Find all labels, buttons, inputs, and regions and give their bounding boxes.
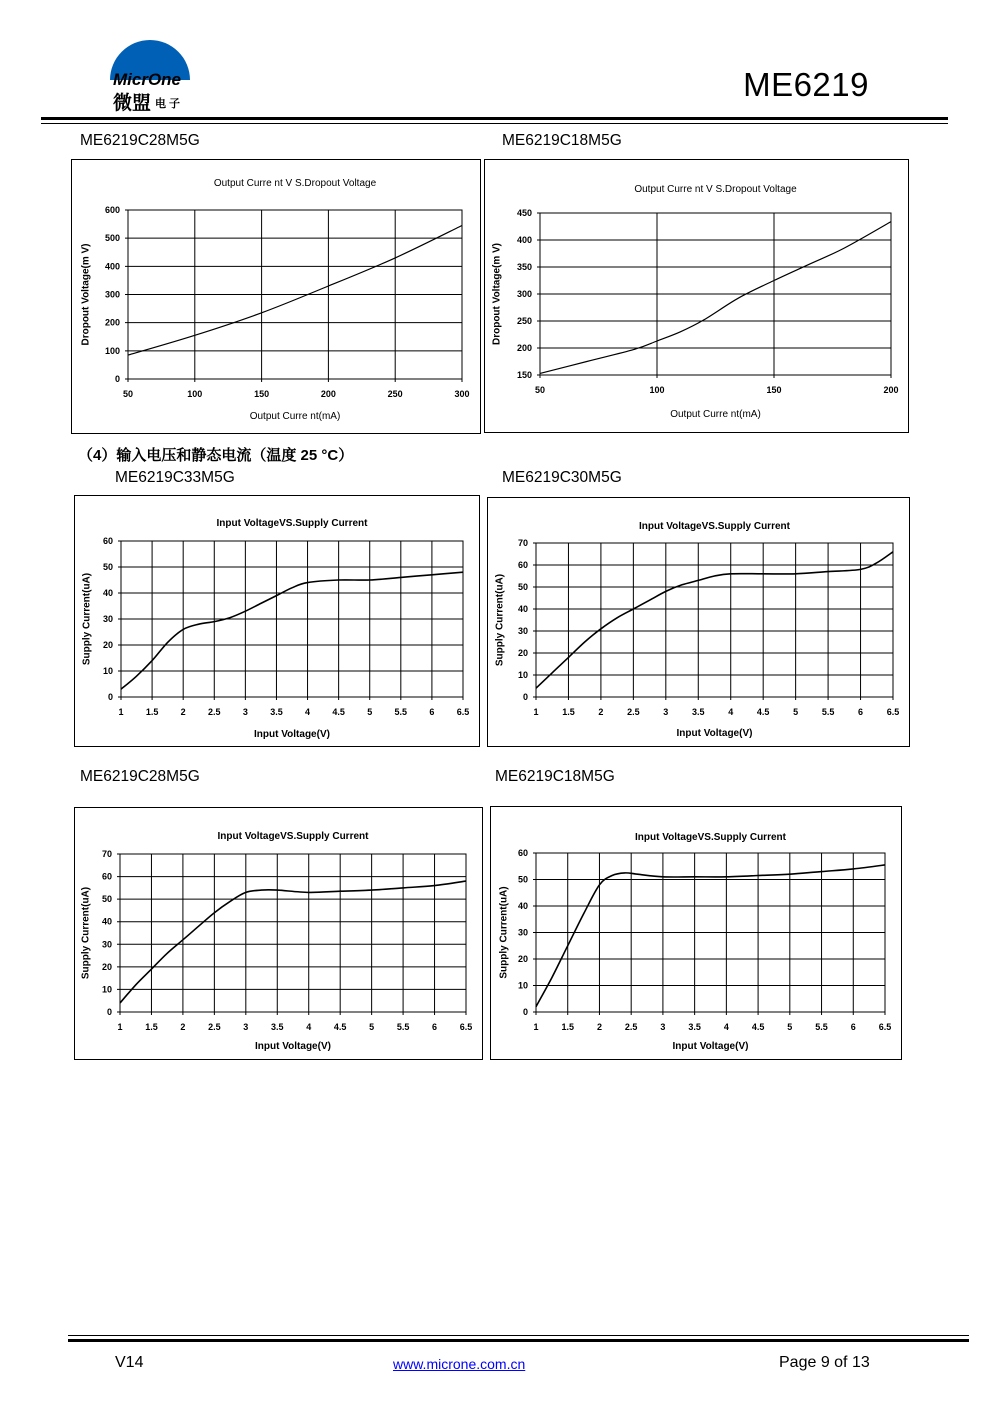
y-tick-label: 500 [104,233,120,244]
x-tick-label: 6 [432,1022,438,1032]
y-tick-label: 40 [101,916,112,927]
x-tick-label: 2.5 [208,1022,221,1032]
x-tick-label: 3 [242,707,248,717]
x-tick-label: 3.5 [688,1022,701,1032]
x-tick-label: 50 [534,385,546,395]
x-tick-label: 4 [305,707,311,717]
x-tick-label: 4 [723,1022,729,1032]
y-tick-label: 60 [101,871,112,882]
y-tick-label: 30 [101,939,112,950]
x-tick-label: 1 [533,1022,539,1032]
x-tick-label: 5 [793,707,799,717]
y-tick-label: 10 [102,666,113,676]
logo-text-en: MicrOne [113,70,182,89]
logo-text-cn: 微盟 [113,93,152,114]
label-top-right: ME6219C18M5G [502,132,622,149]
y-tick-label: 70 [517,538,528,548]
x-tick-label: 4.5 [333,1022,347,1032]
y-tick-label: 70 [101,849,112,859]
x-tick-label: 6 [850,1022,856,1032]
header-rule-thin [41,123,948,124]
series-line [540,222,891,374]
chart-title: Input VoltageVS.Supply Current [216,518,368,529]
y-axis-label: Supply Current(uA) [81,572,93,666]
chart-title: Output Curre nt V S.Dropout Voltage [213,178,377,189]
x-tick-label: 100 [649,385,665,395]
plot-area [120,854,466,1012]
y-axis-label: Dropout Voltage(m V) [80,243,92,346]
chart-title: Input VoltageVS.Supply Current [217,831,369,842]
x-tick-label: 3 [663,707,669,717]
y-tick-label: 20 [517,954,528,964]
chart-svg [485,160,910,434]
y-axis-label: Supply Current(uA) [498,886,510,979]
y-tick-label: 400 [516,235,532,245]
y-axis-label: Supply Current(uA) [80,886,92,980]
x-tick-label: 250 [387,389,403,399]
header-rule-thick [41,117,948,120]
y-tick-label: 40 [517,901,528,911]
x-tick-label: 1.5 [145,707,159,717]
y-tick-label: 20 [102,640,113,650]
footer-rule-thin [68,1335,969,1336]
y-tick-label: 400 [104,261,120,272]
part-number-title: ME6219 [743,66,869,103]
x-tick-label: 6 [429,707,435,717]
y-tick-label: 10 [517,980,528,991]
x-tick-label: 4 [306,1022,312,1032]
chart-dropout-c18 [484,159,909,433]
label-bottom-left: ME6219C28M5G [80,768,200,785]
series-line [128,226,462,356]
y-tick-label: 40 [102,588,113,598]
x-tick-label: 150 [766,385,782,395]
y-tick-label: 20 [517,648,528,658]
x-axis-label: Input Voltage(V) [254,729,330,740]
x-axis-label: Input Voltage(V) [672,1041,749,1052]
y-tick-label: 150 [516,370,532,380]
y-tick-label: 0 [114,374,120,384]
y-tick-label: 300 [516,289,532,299]
x-tick-label: 3.5 [692,707,705,717]
y-tick-label: 60 [517,848,528,858]
y-tick-label: 250 [516,316,532,326]
x-tick-label: 5 [367,707,373,717]
x-tick-label: 150 [254,389,270,399]
y-tick-label: 0 [106,1007,112,1017]
y-axis-label: Supply Current(uA) [494,573,506,667]
x-tick-label: 2 [180,707,186,717]
y-tick-label: 40 [517,604,528,614]
x-tick-label: 5 [369,1022,375,1032]
x-tick-label: 1.5 [561,1022,574,1032]
x-tick-label: 6.5 [878,1022,892,1032]
chart-supply-c28 [74,807,483,1060]
x-tick-label: 4.5 [756,707,770,717]
y-tick-label: 350 [516,262,532,272]
chart-dropout-c28 [71,159,481,434]
y-tick-label: 10 [101,984,112,995]
footer-page-number: Page 9 of 13 [779,1354,870,1371]
x-tick-label: 2.5 [624,1022,638,1032]
y-tick-label: 20 [101,961,112,972]
series-line [121,572,463,689]
x-tick-label: 2 [180,1022,186,1032]
y-tick-label: 0 [522,1007,528,1017]
x-tick-label: 200 [320,389,336,399]
y-axis-label: Dropout Voltage(m V) [491,242,503,346]
x-axis-label: Output Curre nt(mA) [249,411,341,422]
y-tick-label: 60 [102,536,113,546]
chart-svg [75,808,484,1061]
x-tick-label: 5.5 [396,1022,410,1032]
x-tick-label: 4.5 [751,1022,765,1032]
footer-website-link[interactable]: www.microne.com.cn [393,1356,526,1372]
x-tick-label: 5.5 [394,707,408,717]
chart-title: Input VoltageVS.Supply Current [639,521,790,532]
x-tick-label: 1 [533,707,539,717]
x-tick-label: 2 [598,707,604,717]
x-tick-label: 3 [243,1022,249,1032]
x-tick-label: 1 [118,707,124,717]
chart-supply-c18 [490,806,902,1060]
x-tick-label: 6.5 [456,707,470,717]
y-tick-label: 50 [517,874,528,885]
x-tick-label: 100 [187,389,203,399]
x-tick-label: 6 [858,707,864,717]
logo [105,32,205,112]
label-mid-left: ME6219C33M5G [115,469,235,486]
x-tick-label: 3.5 [270,707,283,717]
x-tick-label: 6.5 [459,1022,473,1032]
chart-supply-c30 [487,497,910,747]
y-tick-label: 50 [517,582,528,592]
x-tick-label: 2.5 [208,707,221,717]
y-tick-label: 0 [107,692,113,702]
chart-svg [72,160,482,435]
y-tick-label: 0 [522,692,528,702]
chart-supply-c33 [74,495,480,747]
plot-area [536,543,893,697]
y-tick-label: 30 [102,614,113,624]
x-tick-label: 2.5 [627,707,640,717]
y-tick-label: 30 [517,626,528,636]
x-tick-label: 300 [454,389,470,399]
x-tick-label: 4 [728,707,734,717]
label-mid-right: ME6219C30M5G [502,469,622,486]
x-tick-label: 5 [787,1022,793,1032]
x-tick-label: 3.5 [271,1022,284,1032]
label-top-left: ME6219C28M5G [80,132,200,149]
x-tick-label: 3 [660,1022,666,1032]
y-tick-label: 450 [516,208,532,218]
y-tick-label: 50 [102,562,113,572]
y-tick-label: 100 [104,345,120,356]
x-tick-label: 1.5 [562,707,575,717]
chart-title: Input VoltageVS.Supply Current [635,832,786,843]
y-tick-label: 50 [101,894,112,905]
series-line [536,552,893,688]
y-tick-label: 600 [104,205,120,215]
chart-svg [491,807,903,1061]
footer-rule-thick [68,1339,969,1342]
x-tick-label: 5.5 [821,707,835,717]
chart-svg [75,496,481,748]
x-tick-label: 6.5 [886,707,900,717]
chart-svg [488,498,911,748]
x-tick-label: 1 [117,1022,123,1032]
x-tick-label: 200 [883,385,899,395]
y-tick-label: 60 [517,560,528,570]
x-tick-label: 2 [596,1022,602,1032]
x-axis-label: Input Voltage(V) [255,1041,331,1052]
label-bottom-right: ME6219C18M5G [495,768,615,785]
x-axis-label: Output Curre nt(mA) [670,409,761,420]
x-tick-label: 1.5 [145,1022,158,1032]
x-tick-label: 5.5 [815,1022,828,1032]
section-title: （4）输入电压和静态电流（温度 25 °C） [78,447,354,464]
x-axis-label: Input Voltage(V) [676,728,753,739]
y-tick-label: 200 [516,343,532,353]
chart-title: Output Curre nt V S.Dropout Voltage [634,184,797,195]
x-tick-label: 4.5 [332,707,345,717]
x-tick-label: 50 [122,389,134,399]
y-tick-label: 30 [517,927,528,938]
y-tick-label: 200 [104,317,120,328]
footer-version: V14 [115,1354,144,1371]
y-tick-label: 10 [517,670,528,680]
y-tick-label: 300 [104,289,120,300]
logo-sub-cn: 电子 [155,98,183,110]
